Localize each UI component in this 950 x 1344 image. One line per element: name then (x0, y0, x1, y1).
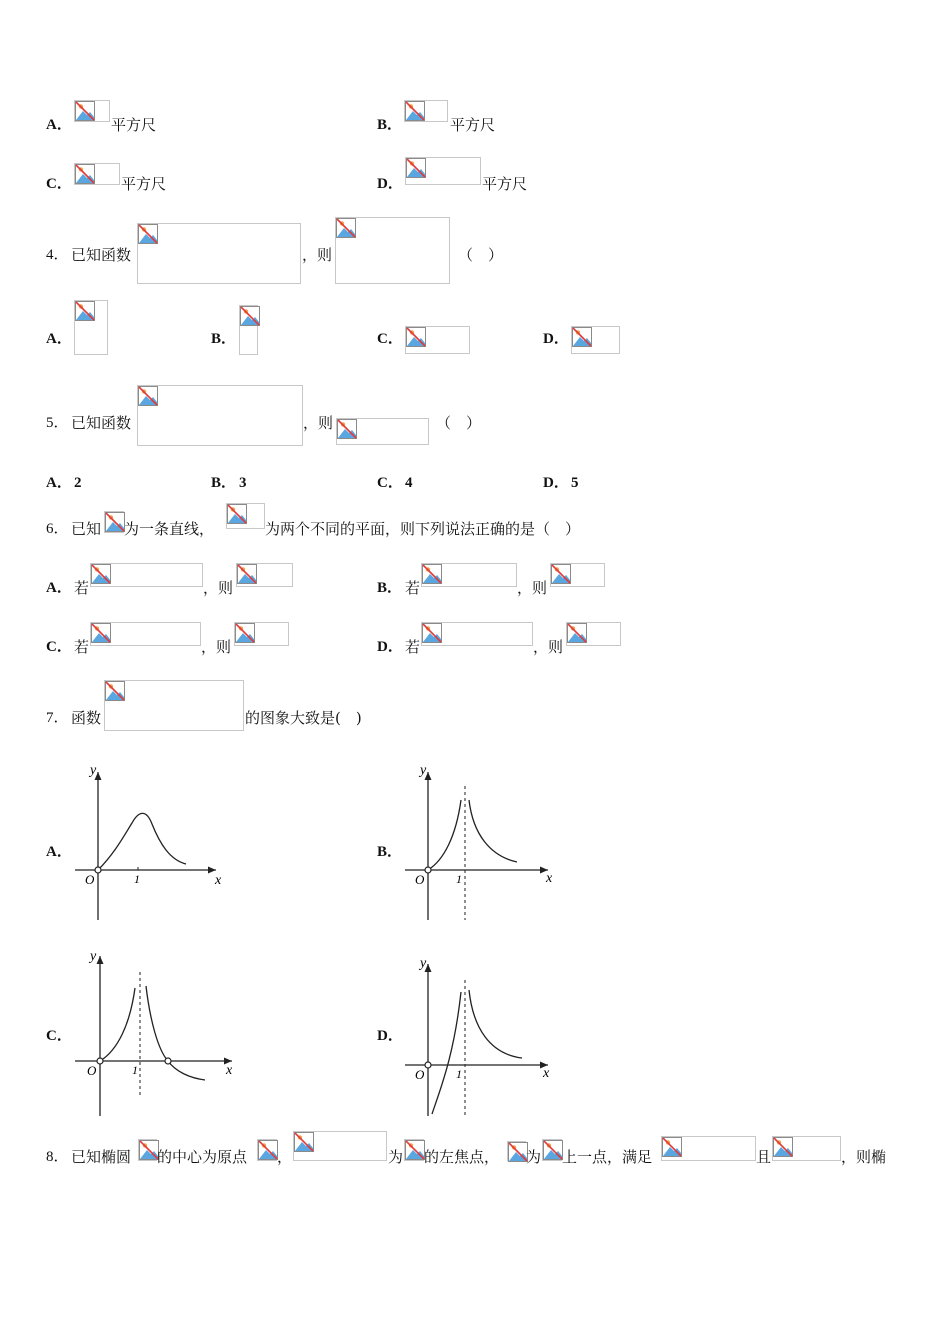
broken-image-icon (773, 1137, 793, 1157)
formula-image (335, 217, 450, 284)
origin-label: O (85, 872, 95, 887)
option-a-label: A． (46, 331, 72, 347)
question-text: 已知函数 (71, 246, 132, 264)
x-axis-label: x (215, 873, 222, 888)
option-b-unit: 平方尺 (450, 116, 496, 134)
formula-image (104, 680, 244, 731)
question-number: 5． (46, 415, 69, 431)
formula-image (405, 326, 470, 354)
option-c-label: C． (377, 475, 403, 491)
question-text: 为 (388, 1148, 404, 1166)
option-b-label: B． (377, 117, 403, 133)
option-d-label: D． (377, 639, 403, 655)
question-number: 7． (46, 710, 69, 726)
if-text: 若 (74, 638, 90, 656)
broken-image-icon (227, 504, 247, 524)
origin-label: O (415, 1067, 425, 1082)
broken-image-icon (405, 101, 425, 121)
option-d-unit: 平方尺 (482, 175, 528, 193)
broken-image-icon (294, 1132, 314, 1152)
question-text: 且 (756, 1148, 772, 1166)
y-axis-label: y (420, 763, 427, 778)
formula-image (226, 503, 265, 529)
formula-image (239, 305, 258, 355)
formula-image (421, 622, 533, 646)
y-axis-label: y (90, 763, 97, 778)
option-d-value: 5 (571, 475, 579, 491)
formula-image (293, 1131, 387, 1161)
option-a-label: A． (46, 475, 72, 491)
question-text: 为两个不同的平面，则下列说法正确的是（ ） (265, 520, 581, 538)
broken-image-icon (75, 301, 95, 321)
option-b-value: 3 (239, 475, 247, 491)
option-a-value: 2 (74, 475, 82, 491)
then-text: ，则 (201, 638, 232, 656)
option-c-label: C． (46, 1028, 72, 1044)
question-text: ，则椭 (841, 1148, 887, 1166)
broken-image-icon (91, 564, 111, 584)
tick-label: 1 (132, 1063, 138, 1077)
broken-image-icon (240, 306, 260, 326)
formula-image (404, 1139, 424, 1161)
option-c-value: 4 (405, 475, 413, 491)
formula-image (137, 385, 303, 446)
then-text: ，则 (517, 579, 548, 597)
option-c-unit: 平方尺 (121, 175, 167, 193)
broken-image-icon (337, 419, 357, 439)
formula-image (542, 1139, 562, 1161)
formula-image (257, 1139, 277, 1161)
broken-image-icon (75, 164, 95, 184)
option-a-label: A． (46, 117, 72, 133)
question-text: 为一条直线， (124, 520, 215, 538)
question-text: 的左焦点， (424, 1148, 500, 1166)
answer-paren: （ ） (436, 414, 482, 432)
option-c-label: C． (46, 176, 72, 192)
broken-image-icon (422, 623, 442, 643)
if-text: 若 (74, 579, 90, 597)
option-d-label: D． (543, 475, 569, 491)
origin-label: O (415, 872, 425, 887)
formula-image (104, 511, 124, 533)
broken-image-icon (567, 623, 587, 643)
option-b-label: B． (211, 475, 237, 491)
broken-image-icon (105, 512, 125, 532)
formula-image (74, 100, 110, 122)
question-text: 已知椭圆 (71, 1148, 132, 1166)
option-b-label: B． (377, 844, 403, 860)
x-axis-label: x (226, 1063, 233, 1078)
option-a-label: A． (46, 844, 72, 860)
then-text: ，则 (203, 579, 234, 597)
broken-image-icon (422, 564, 442, 584)
formula-image (234, 622, 289, 646)
question-text: 为 (526, 1148, 542, 1166)
graph-option-b (400, 756, 560, 922)
origin-label: O (87, 1063, 97, 1078)
formula-image (405, 157, 481, 185)
formula-image (74, 163, 120, 185)
broken-image-icon (572, 327, 592, 347)
if-text: 若 (405, 638, 421, 656)
broken-image-icon (75, 101, 95, 121)
formula-image (137, 223, 301, 284)
broken-image-icon (138, 386, 158, 406)
question-text: 已知 (71, 520, 102, 538)
formula-image (421, 563, 517, 587)
broken-image-icon (551, 564, 571, 584)
broken-image-icon (406, 158, 426, 178)
y-axis-label: y (90, 949, 97, 964)
answer-paren: （ ） (458, 246, 504, 264)
formula-image (74, 300, 108, 355)
formula-image (236, 563, 293, 587)
option-a-unit: 平方尺 (111, 116, 157, 134)
option-d-label: D． (377, 176, 403, 192)
broken-image-icon (406, 327, 426, 347)
formula-image (661, 1136, 756, 1161)
tick-label: 1 (456, 872, 462, 886)
broken-image-icon (405, 1140, 425, 1160)
formula-image (404, 100, 448, 122)
if-text: 若 (405, 579, 421, 597)
formula-image (566, 622, 621, 646)
graph-option-a (70, 756, 230, 922)
y-axis-label: y (420, 956, 427, 971)
question-text: 上一点，满足 (562, 1148, 653, 1166)
option-b-label: B． (211, 331, 237, 347)
question-text: ，则 (302, 246, 333, 264)
option-b-label: B． (377, 580, 403, 596)
formula-image (138, 1139, 157, 1161)
broken-image-icon (662, 1137, 682, 1157)
broken-image-icon (138, 224, 158, 244)
question-number: 8． (46, 1149, 69, 1165)
formula-image (507, 1141, 526, 1161)
formula-image (336, 418, 429, 445)
question-text: ， (277, 1148, 293, 1166)
graph-option-c (70, 940, 242, 1118)
option-c-label: C． (377, 331, 403, 347)
question-text: ，则 (303, 414, 334, 432)
x-axis-label: x (546, 871, 553, 886)
x-axis-label: x (543, 1066, 550, 1081)
formula-image (772, 1136, 841, 1161)
broken-image-icon (235, 623, 255, 643)
option-a-label: A． (46, 580, 72, 596)
question-number: 4． (46, 247, 69, 263)
question-number: 6． (46, 521, 69, 537)
formula-image (571, 326, 620, 354)
broken-image-icon (237, 564, 257, 584)
broken-image-icon (543, 1140, 563, 1160)
option-d-label: D． (377, 1028, 403, 1044)
question-text: 函数 (71, 709, 102, 727)
tick-label: 1 (456, 1067, 462, 1081)
option-c-label: C． (46, 639, 72, 655)
question-text: 的图象大致是( ) (245, 709, 362, 727)
broken-image-icon (508, 1142, 528, 1162)
tick-label: 1 (134, 872, 140, 886)
question-text: 的中心为原点 (157, 1148, 248, 1166)
broken-image-icon (139, 1140, 159, 1160)
broken-image-icon (336, 218, 356, 238)
question-text: 已知函数 (71, 414, 132, 432)
then-text: ，则 (533, 638, 564, 656)
broken-image-icon (105, 681, 125, 701)
broken-image-icon (91, 623, 111, 643)
formula-image (90, 622, 201, 646)
formula-image (90, 563, 203, 587)
option-d-label: D． (543, 331, 569, 347)
broken-image-icon (258, 1140, 278, 1160)
graph-option-d (400, 950, 560, 1118)
formula-image (550, 563, 605, 587)
